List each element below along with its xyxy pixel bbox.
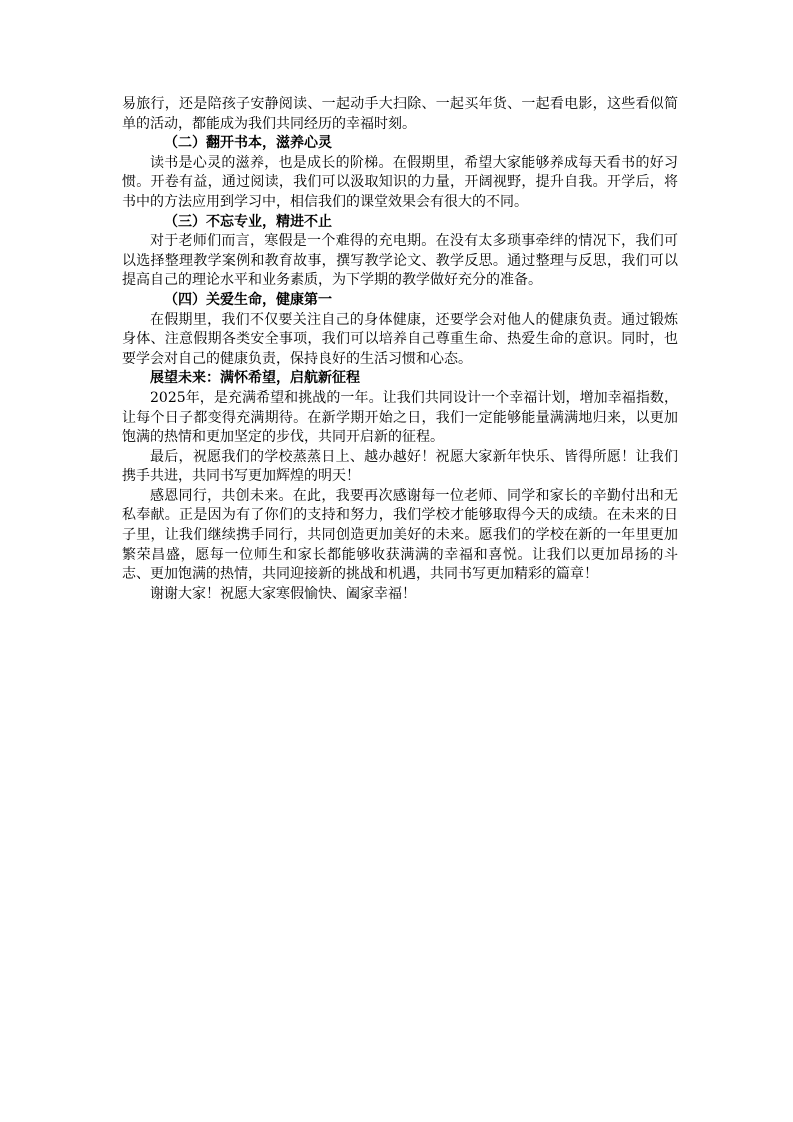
body-paragraph: 感恩同行，共创未来。在此，我要再次感谢每一位老师、同学和家长的辛勤付出和无私奉献。正是因为有了你们的支持和努力，我们学校才能够取得今天的成绩。在未来的日子里，让我们继续携手同行，共同创造更加美好的未来。愿我们的学校在新的一年里更加繁荣昌盛，愿每一位师生和家长都能够收获满满的幸福和喜悦。让我们以更加昂扬的斗志、更加饱满的热情，共同迎接新的挑战和机遇，共同书写更加精彩的篇章！ — [122, 487, 678, 583]
body-paragraph: 最后，祝愿我们的学校蒸蒸日上、越办越好！祝愿大家新年快乐、皆得所愿！让我们携手共进，共同书写更加辉煌的明天！ — [122, 448, 678, 485]
closing-paragraph: 谢谢大家！祝愿大家寒假愉快、阖家幸福！ — [150, 585, 416, 602]
body-paragraph: 在假期里，我们不仅要关注自己的身体健康，还要学会对他人的健康负责。通过锻炼身体、注意假期各类安全事项，我们可以培养自己尊重生命、热爱生命的意识。同时，也要学会对自己的健康负责，保持良好的生活习惯和心态。 — [122, 311, 678, 367]
body-paragraph: 读书是心灵的滋养，也是成长的阶梯。在假期里，希望大家能够养成每天看书的好习惯。开卷有益，通过阅读，我们可以汲取知识的力量，开阔视野，提升自我。开学后，将书中的方法应用到学习中，相信我们的课堂效果会有很大的不同。 — [122, 154, 678, 210]
section-heading-health: （四）关爱生命，健康第一 — [164, 291, 332, 308]
document-body — [122, 95, 678, 604]
body-paragraph: 易旅行，还是陪孩子安静阅读、一起动手大扫除、一起买年货、一起看电影，这些看似简单的活动，都能成为我们共同经历的幸福时刻。 — [122, 96, 678, 132]
main-heading-future: 展望未来：满怀希望，启航新征程 — [150, 370, 360, 387]
section-heading-reading: （二）翻开书本，滋养心灵 — [164, 135, 332, 152]
body-paragraph: 对于老师们而言，寒假是一个难得的充电期。在没有太多琐事牵绊的情况下，我们可以选择整理教学案例和教育故事，撰写教学论文、教学反思。通过整理与反思，我们可以提高自己的理论水平和业务素质，为下学期的教学做好充分的准备。 — [122, 233, 678, 289]
body-paragraph: 2025年，是充满希望和挑战的一年。让我们共同设计一个幸福计划，增加幸福指数，让每个日子都变得充满期待。在新学期开始之日，我们一定能够能量满满地归来，以更加饱满的热情和更加坚定的步伐，共同开启新的征程。 — [122, 389, 678, 446]
section-heading-professional: （三）不忘专业，精进不止 — [164, 213, 332, 230]
